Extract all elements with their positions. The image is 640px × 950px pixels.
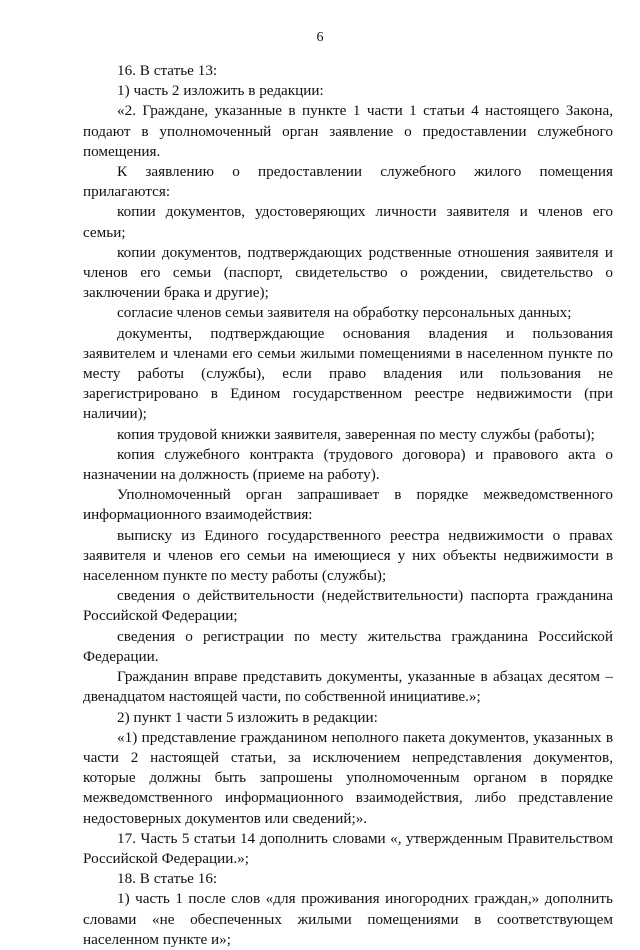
paragraph: К заявлению о предоставлении служебного жилого помещения прилагаются:	[83, 163, 613, 201]
paragraph: 16. В статье 13:	[117, 62, 218, 79]
page-number: 6	[316, 30, 324, 45]
paragraph: Гражданин вправе представить документы, указанные в абзацах десятом – двенадцатом настоящей части, по собственной инициативе.»;	[83, 668, 613, 706]
paragraph: «1) представление гражданином неполного пакета документов, указанных в части 2 настоящей статьи, за исключением непредставления документов, которые должны быть запрошены уполномоченным органом в порядке межведомственного информационного взаимодействия, либо представление недостоверных документов или сведений;».	[83, 728, 613, 827]
paragraph: документы, подтверждающие основания владения и пользования заявителем и членами его семьи жилыми помещениями в населенном пункте по месту работы (службы), если право владения или пользования не зарегистрировано в Едином государственном реестре недвижимости (при наличии);	[83, 324, 613, 423]
paragraph: 1) часть 1 после слов «для проживания иногородних граждан,» дополнить словами «не обеспеченных жилыми помещениями в соответствующем населенном пункте и»;	[83, 890, 613, 948]
paragraph: Уполномоченный орган запрашивает в порядке межведомственного информационного взаимодействия:	[83, 486, 613, 524]
paragraph: 17. Часть 5 статьи 14 дополнить словами «, утвержденным Правительством Российской Федерации.»;	[83, 829, 613, 867]
document-body	[83, 61, 613, 950]
paragraph: копия служебного контракта (трудового договора) и правового акта о назначении на должность (приеме на работу).	[83, 445, 613, 484]
paragraph: сведения о действительности (недействительности) паспорта гражданина Российской Федерации;	[83, 587, 613, 625]
paragraph: 2) пункт 1 части 5 изложить в редакции:	[117, 708, 378, 726]
paragraph: сведения о регистрации по месту жительства гражданина Российской Федерации.	[83, 627, 613, 665]
paragraph: копии документов, подтверждающих родственные отношения заявителя и членов его семьи (паспорт, свидетельство о рождении, свидетельство о заключении брака и другие);	[83, 243, 613, 302]
paragraph: 1) часть 2 изложить в редакции:	[117, 82, 324, 100]
paragraph: согласие членов семьи заявителя на обработку персональных данных;	[117, 304, 572, 322]
paragraph: 18. В статье 16:	[117, 870, 218, 888]
paragraph: выписку из Единого государственного реестра недвижимости о правах заявителя и членов его семьи на имеющиеся у них объекты недвижимости в населенном пункте по месту работы (службы);	[83, 526, 613, 585]
paragraph: копии документов, удостоверяющих личности заявителя и членов его семьи;	[83, 203, 613, 241]
paragraph: «2. Граждане, указанные в пункте 1 части 1 статьи 4 настоящего Закона, подают в уполномоченный орган заявление о предоставлении служебного помещения.	[83, 102, 613, 160]
paragraph: копия трудовой книжки заявителя, заверенная по месту службы (работы);	[117, 425, 595, 443]
